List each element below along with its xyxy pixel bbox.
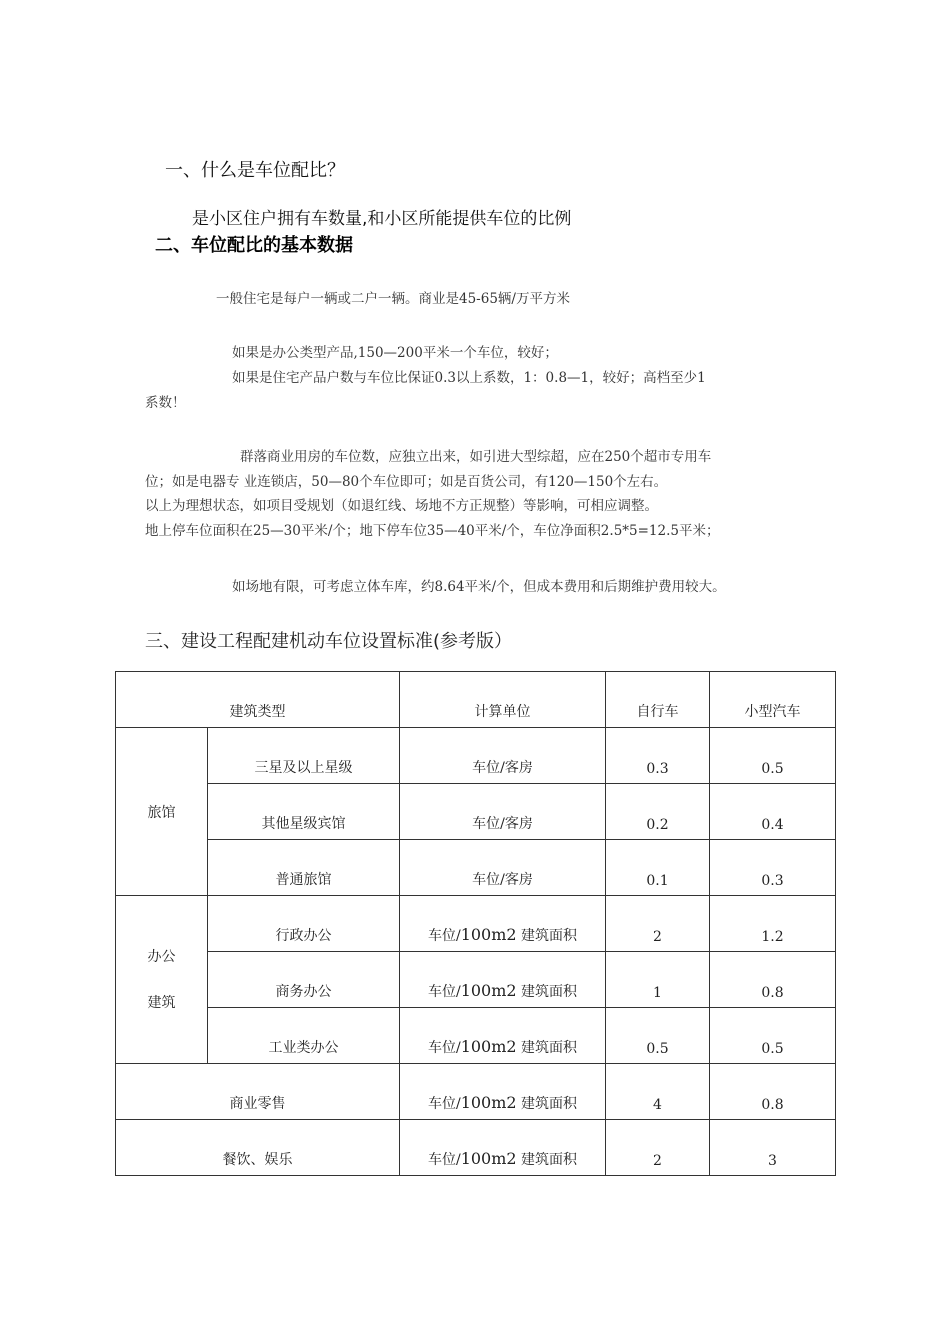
table-row <box>116 784 836 840</box>
row-unit: 车位/100m2 建筑面积 <box>400 1008 606 1064</box>
header-bicycle: 自行车 <box>606 672 710 728</box>
row-bicycle: 1 <box>606 952 710 1008</box>
group-office-line1: 办公 <box>147 948 176 965</box>
row-car: 0.4 <box>710 784 836 840</box>
row-name: 商务办公 <box>208 952 400 1008</box>
table-row <box>116 896 836 952</box>
paragraph-residential-ratio: 一般住宅是每户一辆或二户一辆。商业是45-65辆/万平方米 <box>216 291 570 307</box>
row-name: 商业零售 <box>116 1064 400 1120</box>
table-row <box>116 952 836 1008</box>
row-bicycle: 0.5 <box>606 1008 710 1064</box>
row-car: 0.5 <box>710 728 836 784</box>
table-row <box>116 728 836 784</box>
paragraph-housing-ratio-line2: 系数！ <box>145 395 186 411</box>
table-row <box>116 840 836 896</box>
row-name: 行政办公 <box>208 896 400 952</box>
row-car: 0.5 <box>710 1008 836 1064</box>
section-2-title: 二、车位配比的基本数据 <box>155 235 353 256</box>
row-name: 其他星级宾馆 <box>208 784 400 840</box>
table-header-row <box>116 672 836 728</box>
paragraph-space-area: 地上停车位面积在25—30平米/个；地下停车位35—40平米/个，车位净面积2.5*5=12.5平米； <box>145 523 720 539</box>
paragraph-stereo-garage: 如场地有限，可考虑立体车库，约8.64平米/个，但成本费用和后期维护费用较大。 <box>232 579 726 595</box>
row-car: 3 <box>710 1120 836 1176</box>
row-bicycle: 0.3 <box>606 728 710 784</box>
paragraph-commercial-line2: 位；如是电器专 业连锁店，50—80个车位即可；如是百货公司，有120—150个左右。 <box>145 474 668 490</box>
row-bicycle: 0.1 <box>606 840 710 896</box>
group-office-line2: 建筑 <box>147 994 176 1011</box>
row-bicycle: 2 <box>606 1120 710 1176</box>
row-bicycle: 2 <box>606 896 710 952</box>
row-unit: 车位/100m2 建筑面积 <box>400 896 606 952</box>
header-unit: 计算单位 <box>400 672 606 728</box>
row-name: 工业类办公 <box>208 1008 400 1064</box>
header-small-car: 小型汽车 <box>710 672 836 728</box>
row-unit: 车位/客房 <box>400 784 606 840</box>
row-car: 0.8 <box>710 1064 836 1120</box>
row-car: 1.2 <box>710 896 836 952</box>
parking-standard-table <box>115 671 836 1176</box>
group-hotel: 旅馆 <box>116 728 208 896</box>
row-name: 餐饮、娱乐 <box>116 1120 400 1176</box>
table-row <box>116 1008 836 1064</box>
row-unit: 车位/100m2 建筑面积 <box>400 952 606 1008</box>
paragraph-office-ratio: 如果是办公类型产品,150—200平米一个车位，较好； <box>232 345 558 361</box>
table-row <box>116 1064 836 1120</box>
header-building-type: 建筑类型 <box>116 672 400 728</box>
paragraph-ideal-state: 以上为理想状态，如项目受规划（如退红线、场地不方正规整）等影响，可相应调整。 <box>145 498 658 514</box>
paragraph-housing-ratio-line1: 如果是住宅产品户数与车位比保证0.3以上系数，1：0.8—1，较好；高档至少1 <box>232 370 706 386</box>
row-name: 三星及以上星级 <box>208 728 400 784</box>
row-unit: 车位/100m2 建筑面积 <box>400 1064 606 1120</box>
row-car: 0.3 <box>710 840 836 896</box>
section-1-title: 一、什么是车位配比？ <box>165 160 345 181</box>
row-unit: 车位/客房 <box>400 728 606 784</box>
paragraph-commercial-line1: 群落商业用房的车位数，应独立出来，如引进大型综超，应在250个超市专用车 <box>240 449 712 465</box>
row-bicycle: 4 <box>606 1064 710 1120</box>
table-row <box>116 1120 836 1176</box>
section-1-answer: 是小区住户拥有车数量,和小区所能提供车位的比例 <box>192 209 572 229</box>
row-bicycle: 0.2 <box>606 784 710 840</box>
group-office-building <box>116 896 208 1064</box>
row-unit: 车位/客房 <box>400 840 606 896</box>
row-car: 0.8 <box>710 952 836 1008</box>
row-name: 普通旅馆 <box>208 840 400 896</box>
row-unit: 车位/100m2 建筑面积 <box>400 1120 606 1176</box>
section-3-title: 三、建设工程配建机动车位设置标准(参考版） <box>145 631 513 652</box>
